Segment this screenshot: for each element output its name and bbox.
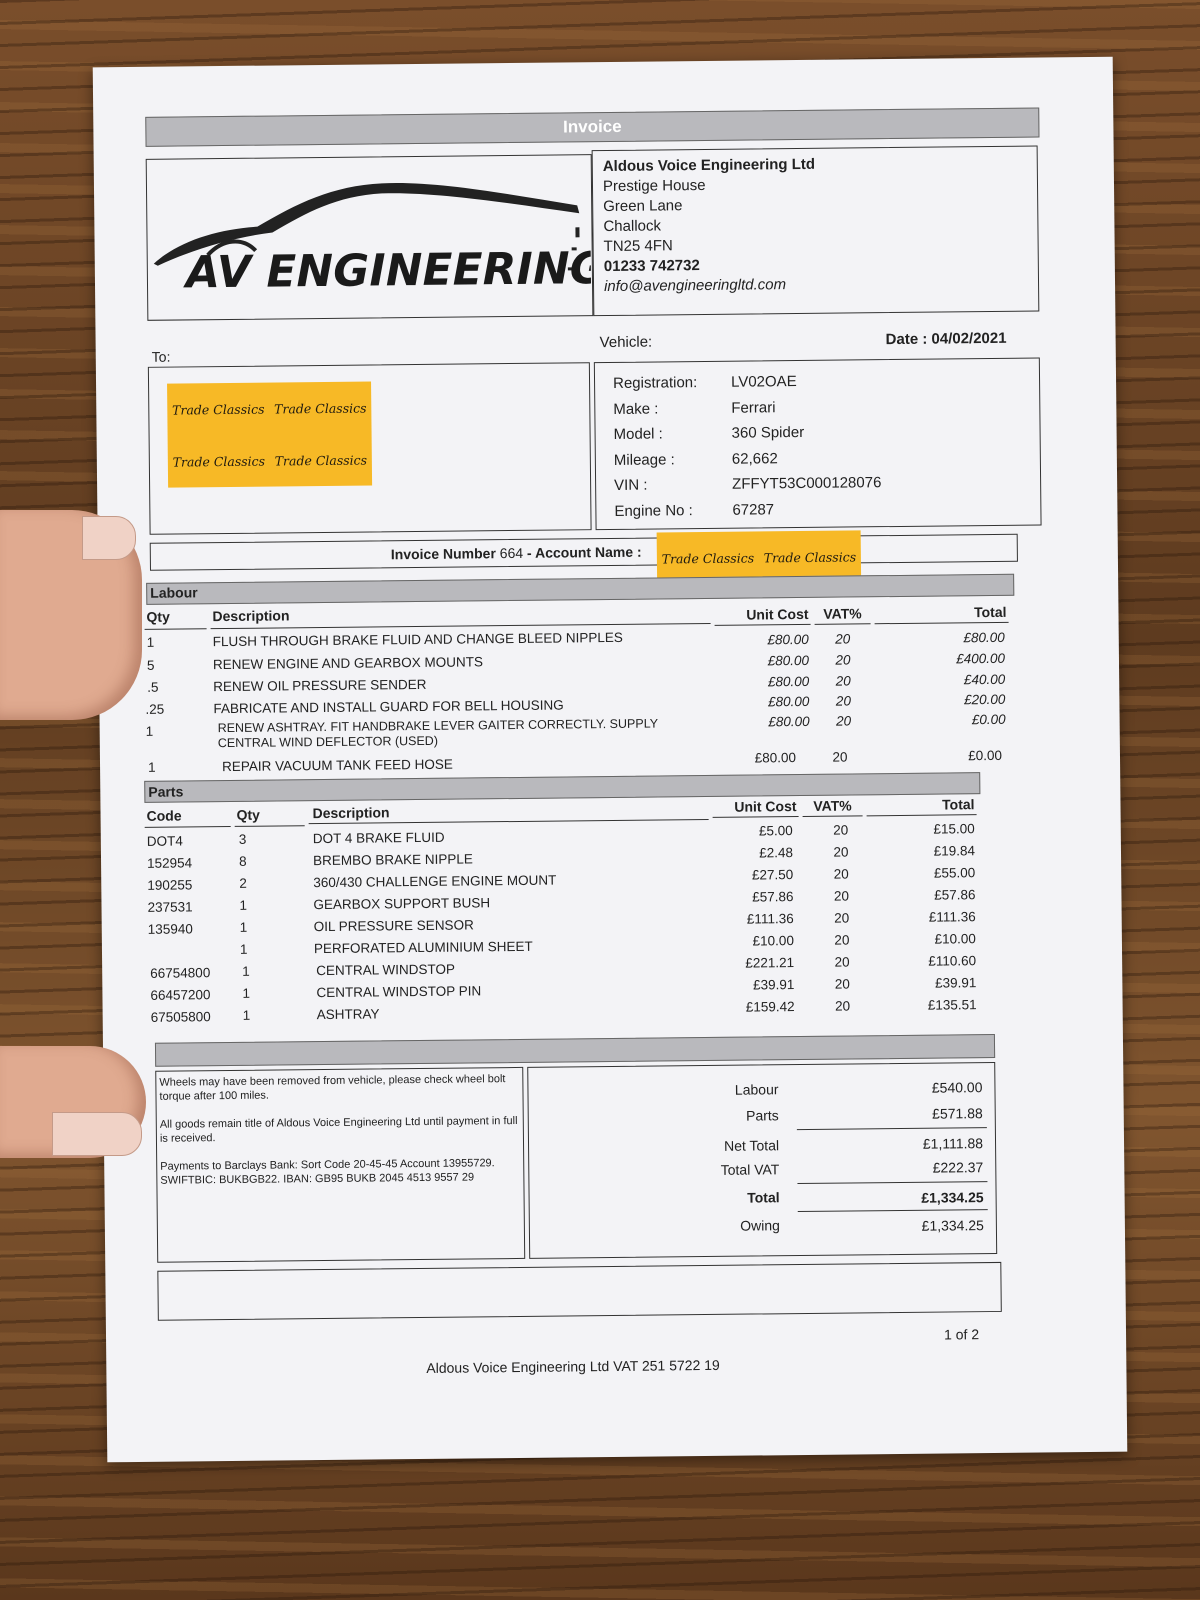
- notes-box: [155, 1067, 525, 1263]
- part-total: £39.91: [934, 975, 977, 991]
- sticker-text: Trade Classics: [172, 401, 265, 418]
- logo-box: [146, 154, 594, 321]
- part-code: 135940: [147, 921, 193, 937]
- invoice-number-box: [150, 534, 1018, 571]
- labour-total-header: Total: [973, 603, 1007, 621]
- part-vat: 20: [834, 932, 850, 948]
- vehicle-field-label: Mileage :: [613, 450, 675, 469]
- sticker-text: Trade Classics: [661, 549, 755, 566]
- part-total: £135.51: [927, 997, 977, 1013]
- labour-section-bar: [146, 574, 1014, 605]
- labour-description: REPAIR VACUUM TANK FEED HOSE: [221, 756, 453, 775]
- part-qty: 1: [239, 941, 248, 957]
- labour-total-value: £540.00: [931, 1079, 983, 1096]
- vin-value: ZFFYT53C000128076: [732, 474, 882, 493]
- totals-box: [527, 1062, 997, 1259]
- to-label: To:: [151, 348, 171, 365]
- header-underline: [803, 815, 863, 817]
- labour-description: FLUSH THROUGH BRAKE FLUID AND CHANGE BLEED NIPPLES: [212, 629, 623, 650]
- fingernail: [52, 1112, 142, 1156]
- part-code: 66754800: [150, 965, 211, 981]
- header-underline: [145, 826, 231, 828]
- part-description: BREMBO BRAKE NIPPLE: [312, 851, 473, 869]
- part-qty: 1: [242, 963, 250, 979]
- part-code: 237531: [147, 899, 193, 915]
- labour-vat: 20: [835, 693, 851, 709]
- labour-vat-header: VAT%: [823, 605, 862, 622]
- address-line: TN25 4FN: [603, 237, 673, 256]
- part-vat: 20: [834, 910, 850, 926]
- part-vat: 20: [833, 822, 849, 838]
- labour-qty: .25: [145, 701, 165, 717]
- redaction-sticker: [167, 381, 372, 487]
- labour-unit-cost: £80.00: [767, 631, 809, 648]
- labour-unit-cost: £80.00: [767, 652, 810, 669]
- labour-total: £40.00: [963, 671, 1006, 688]
- labour-description: RENEW ASHTRAY. FIT HANDBRAKE LEVER GAITER CORRECTLY. SUPPLY: [217, 716, 659, 736]
- registration-value: LV02OAE: [730, 373, 797, 391]
- total-label: Labour: [734, 1081, 779, 1098]
- header-underline: [235, 825, 305, 827]
- empty-notes-box: [157, 1262, 1001, 1321]
- invoice-title: Invoice: [562, 116, 622, 137]
- part-vat: 20: [833, 866, 849, 882]
- invoice-number-line: [391, 544, 642, 563]
- part-code: 66457200: [150, 987, 211, 1003]
- account-name-label: - Account Name :: [526, 543, 642, 561]
- labour-unit-cost: £80.00: [768, 713, 810, 730]
- header-underline: [211, 623, 711, 629]
- part-total: £57.86: [934, 887, 976, 903]
- labour-description: RENEW ENGINE AND GEARBOX MOUNTS: [212, 654, 484, 673]
- labour-description-continued: CENTRAL WIND DEFLECTOR (USED): [217, 733, 439, 751]
- labour-qty: .5: [147, 679, 159, 695]
- net-total-value: £1,111.88: [922, 1135, 984, 1152]
- part-description: CENTRAL WINDSTOP: [316, 961, 456, 979]
- part-qty: 2: [239, 875, 247, 891]
- note-payment-details: Payments to Barclays Bank: Sort Code 20-45-45 Account 13955729. SWIFTBIC: BUKBGB22. IBAN: GB95 BUKB 2045 4513 9557 29: [160, 1157, 495, 1187]
- labour-label: Labour: [150, 584, 198, 601]
- part-code: DOT4: [146, 833, 183, 849]
- address-line: Prestige House: [602, 176, 706, 196]
- to-box: [148, 362, 592, 535]
- part-unit-cost: £27.50: [751, 867, 794, 883]
- summary-bar: [155, 1034, 995, 1067]
- total-label: Parts: [745, 1107, 779, 1124]
- total-label: Total: [747, 1189, 780, 1206]
- grand-total-value: £1,334.25: [921, 1189, 984, 1206]
- part-qty: 1: [239, 919, 248, 935]
- part-total: £111.36: [928, 909, 976, 925]
- parts-vat-header: VAT%: [813, 797, 852, 814]
- labour-unit-cost: £80.00: [767, 673, 810, 690]
- note-title-of-goods: All goods remain title of Aldous Voice Engineering Ltd until payment in full is received.: [159, 1114, 518, 1145]
- labour-unit-cost: £80.00: [768, 693, 810, 710]
- part-qty: 3: [238, 831, 247, 847]
- part-total: £19.84: [933, 843, 976, 859]
- part-vat: 20: [833, 888, 850, 904]
- engine-no-value: 67287: [732, 500, 775, 519]
- part-vat: 20: [834, 976, 850, 992]
- make-value: Ferrari: [731, 398, 776, 417]
- part-description: GEARBOX SUPPORT BUSH: [313, 895, 491, 913]
- thumbnail: [82, 516, 136, 560]
- labour-vat: 20: [835, 652, 851, 668]
- company-box: [592, 145, 1040, 316]
- total-label: Total VAT: [720, 1161, 780, 1178]
- labour-description-header: Description: [212, 607, 290, 625]
- sticker-text: Trade Classics: [274, 400, 367, 416]
- address-line: Challock: [603, 217, 662, 236]
- parts-total-value: £571.88: [932, 1105, 983, 1122]
- part-unit-cost: £221.21: [745, 955, 795, 971]
- address-line: Green Lane: [603, 197, 683, 216]
- company-details: [603, 155, 817, 297]
- sticker-text: Trade Classics: [172, 453, 266, 470]
- company-name: Aldous Voice Engineering Ltd: [602, 155, 816, 176]
- header-underline: [815, 623, 871, 625]
- labour-vat: 20: [835, 631, 851, 647]
- page-number: 1 of 2: [943, 1326, 980, 1343]
- parts-description-header: Description: [312, 804, 390, 822]
- vehicle-label: Vehicle:: [599, 333, 653, 352]
- part-code: 190255: [147, 877, 193, 893]
- labour-qty-header: Qty: [146, 608, 170, 625]
- part-code: 67505800: [150, 1009, 211, 1025]
- part-unit-cost: £5.00: [758, 823, 793, 839]
- parts-total-header: Total: [941, 796, 975, 813]
- total-label: Net Total: [723, 1137, 780, 1154]
- invoice-number: 664: [499, 544, 524, 562]
- labour-total: £0.00: [968, 747, 1003, 764]
- footer-vat: Aldous Voice Engineering Ltd VAT 251 5722 19: [426, 1356, 720, 1376]
- vehicle-field-label: Model :: [613, 425, 663, 443]
- header-underline: [867, 814, 977, 816]
- labour-qty: 1: [146, 634, 155, 650]
- part-description: ASHTRAY: [316, 1006, 380, 1023]
- vehicle-field-label: Engine No :: [614, 501, 693, 520]
- parts-qty-header: Qty: [236, 806, 260, 823]
- total-vat-value: £222.37: [932, 1159, 984, 1176]
- part-vat: 20: [834, 954, 850, 970]
- part-description: DOT 4 BRAKE FLUID: [312, 829, 445, 847]
- header-underline: [875, 622, 1009, 624]
- part-total: £110.60: [928, 953, 977, 969]
- labour-vat: 20: [832, 749, 848, 765]
- part-unit-cost: £39.91: [752, 977, 795, 993]
- part-qty: 1: [242, 1007, 251, 1023]
- labour-qty: 1: [145, 723, 154, 739]
- parts-unit-cost-header: Unit Cost: [734, 798, 797, 815]
- vehicle-values: [731, 368, 882, 523]
- part-code: 152954: [146, 855, 193, 871]
- labour-description: RENEW OIL PRESSURE SENDER: [213, 676, 427, 695]
- header-underline: [715, 624, 811, 626]
- part-description: PERFORATED ALUMINIUM SHEET: [313, 938, 533, 957]
- parts-code-header: Code: [146, 807, 182, 824]
- invoice-number-prefix: Invoice Number: [390, 545, 496, 563]
- vehicle-field-label: VIN :: [614, 476, 648, 494]
- part-unit-cost: £57.86: [752, 889, 794, 905]
- part-total: £10.00: [934, 931, 976, 947]
- part-total: £55.00: [933, 865, 976, 881]
- labour-vat: 20: [836, 713, 852, 729]
- part-unit-cost: £111.36: [746, 911, 794, 927]
- parts-label: Parts: [148, 783, 184, 800]
- header-underline: [713, 816, 799, 818]
- part-description: 360/430 CHALLENGE ENGINE MOUNT: [313, 872, 557, 891]
- sticker-text: Trade Classics: [763, 548, 857, 565]
- part-description: CENTRAL WINDSTOP PIN: [316, 983, 482, 1001]
- labour-total: £0.00: [971, 711, 1006, 728]
- part-qty: 8: [238, 853, 247, 869]
- part-vat: 20: [835, 998, 851, 1014]
- part-unit-cost: £2.48: [759, 845, 794, 861]
- part-qty: 1: [239, 897, 248, 913]
- invoice-paper: [93, 57, 1128, 1463]
- total-label: Owing: [740, 1217, 780, 1234]
- totals: [528, 1063, 994, 1234]
- labour-total: £80.00: [963, 629, 1005, 646]
- logo-text: AV ENGINEERING: [185, 243, 592, 299]
- totals-divider: [798, 1209, 988, 1212]
- vehicle-field-label: Registration:: [612, 374, 698, 392]
- vehicle-labels: [613, 370, 699, 524]
- totals-divider: [797, 1181, 987, 1184]
- labour-qty: 5: [146, 657, 155, 673]
- labour-total: £20.00: [964, 691, 1006, 708]
- owing-value: £1,334.25: [921, 1217, 984, 1234]
- notes: [159, 1072, 518, 1188]
- labour-vat: 20: [835, 673, 851, 689]
- part-unit-cost: £10.00: [752, 933, 794, 949]
- part-unit-cost: £159.42: [745, 999, 795, 1015]
- labour-total: £400.00: [956, 650, 1006, 667]
- invoice-title-bar: [145, 107, 1039, 146]
- header-underline: [145, 628, 207, 630]
- car-silhouette-logo: [147, 155, 592, 318]
- invoice-date: Date : 04/02/2021: [885, 329, 1007, 349]
- labour-qty: 1: [147, 759, 156, 775]
- part-description: OIL PRESSURE SENSOR: [313, 917, 474, 935]
- part-total: £15.00: [933, 821, 975, 837]
- labour-unit-cost: £80.00: [754, 750, 797, 766]
- vehicle-box: [594, 357, 1042, 530]
- mileage-value: 62,662: [731, 449, 778, 468]
- labour-description: FABRICATE AND INSTALL GUARD FOR BELL HOUSING: [213, 697, 564, 717]
- part-qty: 1: [242, 985, 251, 1001]
- vehicle-field-label: Make :: [613, 399, 659, 418]
- sticker-text: Trade Classics: [274, 452, 368, 468]
- part-vat: 20: [833, 844, 849, 860]
- totals-divider: [797, 1127, 987, 1130]
- note-wheel-bolts: Wheels may have been removed from vehicle, please check wheel bolt torque after 100 miles.: [159, 1073, 506, 1103]
- model-value: 360 Spider: [731, 423, 805, 442]
- labour-unit-cost-header: Unit Cost: [746, 605, 809, 623]
- company-phone: 01233 742732: [603, 257, 700, 276]
- company-email: info@avengineeringltd.com: [603, 276, 787, 296]
